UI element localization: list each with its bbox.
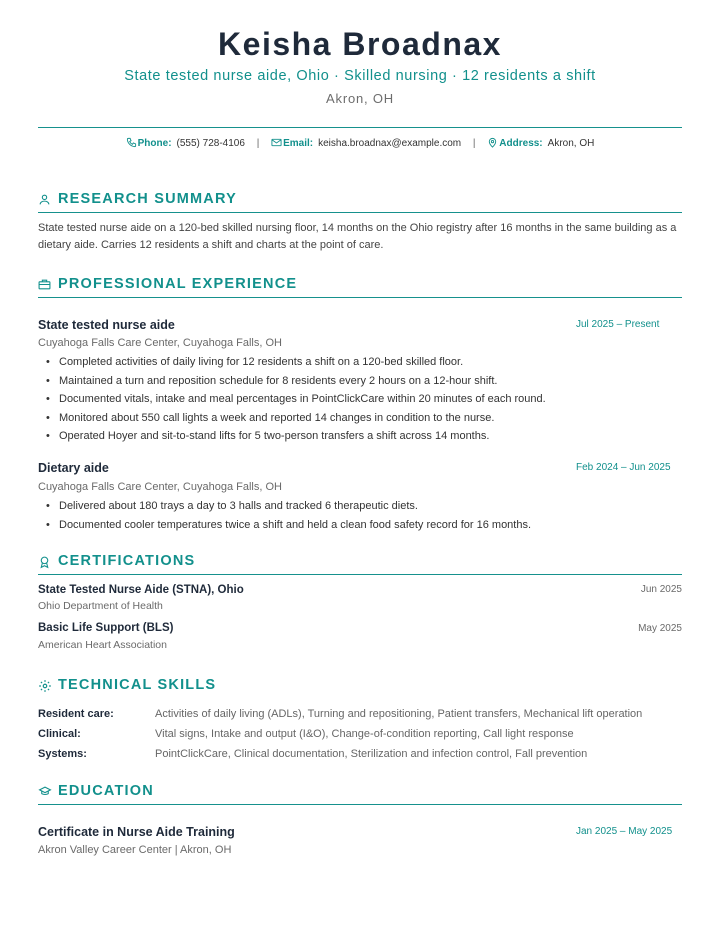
candidate-name: Keisha Broadnax [218,26,502,62]
skill-list: PointClickCare, Clinical documentation, Sterilization and infection control, Fall prevention [155,748,588,760]
phone-icon [126,137,137,151]
contact-separator: | [472,138,476,149]
skill-category: Systems: [38,748,87,760]
certification-date: Jun 2025 [640,584,682,595]
list-item: • Completed activities of daily living for 12 residents a shift on a 120-bed skilled floor. [38,353,682,372]
header-divider [38,127,682,128]
person-icon [38,193,51,211]
certification-issuer: American Heart Association [38,639,167,651]
job-bullets [38,497,682,534]
education-section-heading [38,782,682,805]
certification-issuer: Ohio Department of Health [38,600,163,612]
contact-separator: | [256,138,260,149]
job-bullets [38,353,682,446]
summary-text: State tested nurse aide on a 120-bed skilled nursing floor, 14 months on the Ohio registry after 16 months in the same building as a dietary aide. Carries 12 residents a shift and charts at the point of care. [38,222,677,251]
job-organization: Cuyahoga Falls Care Center, Cuyahoga Falls, OH [38,481,282,493]
list-item: • Documented vitals, intake and meal percentages in PointClickCare within 20 minutes of each round. [38,390,682,409]
briefcase-icon [38,278,51,296]
certification-name: State Tested Nurse Aide (STNA), Ohio [38,584,244,596]
skill-category: Clinical: [38,728,81,740]
certifications-section-heading [38,552,682,575]
map-pin-icon [487,137,498,151]
education-school: Akron Valley Career Center | Akron, OH [38,844,232,856]
skill-list: Activities of daily living (ADLs), Turning and repositioning, Patient transfers, Mechanical lift operation [155,708,643,720]
job-dates: Jul 2025 – Present [576,319,660,330]
job-title: State tested nurse aide [38,318,175,332]
phone-value[interactable]: (555) 728-4106 [176,138,245,149]
job-title: Dietary aide [38,461,109,475]
education-dates: Jan 2025 – May 2025 [576,826,673,837]
mail-icon [271,137,282,151]
award-icon [38,555,51,574]
job-organization: Cuyahoga Falls Care Center, Cuyahoga Falls, OH [38,337,282,349]
list-item: • Delivered about 180 trays a day to 3 halls and tracked 6 therapeutic diets. [38,497,682,516]
list-item: • Monitored about 550 call lights a week and reported 14 changes in condition to the nurse. [38,409,682,428]
address-label: Address: [499,138,543,149]
list-item: • Maintained a turn and reposition schedule for 8 residents every 2 hours on a 12-hour shift. [38,372,682,391]
location: Akron, OH [326,91,394,106]
experience-section-heading [38,275,682,298]
gear-icon [38,679,52,698]
certification-name: Basic Life Support (BLS) [38,622,174,634]
experience-title: PROFESSIONAL EXPERIENCE [58,276,298,292]
skills-section-heading [38,676,682,698]
headline: State tested nurse aide, Ohio · Skilled nursing · 12 residents a shift [124,68,596,84]
certifications-title: CERTIFICATIONS [58,553,196,569]
list-item: • Operated Hoyer and sit-to-stand lifts for 5 two-person transfers a shift across 14 months. [38,427,682,446]
summary-section-heading [38,190,682,213]
graduation-cap-icon [38,785,52,803]
email-label: Email: [283,138,314,149]
education-title: EDUCATION [58,783,154,799]
email-value[interactable]: keisha.broadnax@example.com [318,138,462,149]
job-dates: Feb 2024 – Jun 2025 [576,462,671,473]
certification-date: May 2025 [638,623,682,634]
skill-category: Resident care: [38,708,114,720]
phone-label: Phone: [137,138,172,149]
summary-title: RESEARCH SUMMARY [58,191,237,207]
skill-list: Vital signs, Intake and output (I&O), Change-of-condition reporting, Call light response [155,728,574,740]
list-item: • Documented cooler temperatures twice a shift and held a clean food safety record for 16 months. [38,516,682,535]
skills-title: TECHNICAL SKILLS [58,677,217,693]
education-degree: Certificate in Nurse Aide Training [38,825,235,839]
contact-bar [38,137,682,151]
address-value: Akron, OH [547,138,595,149]
